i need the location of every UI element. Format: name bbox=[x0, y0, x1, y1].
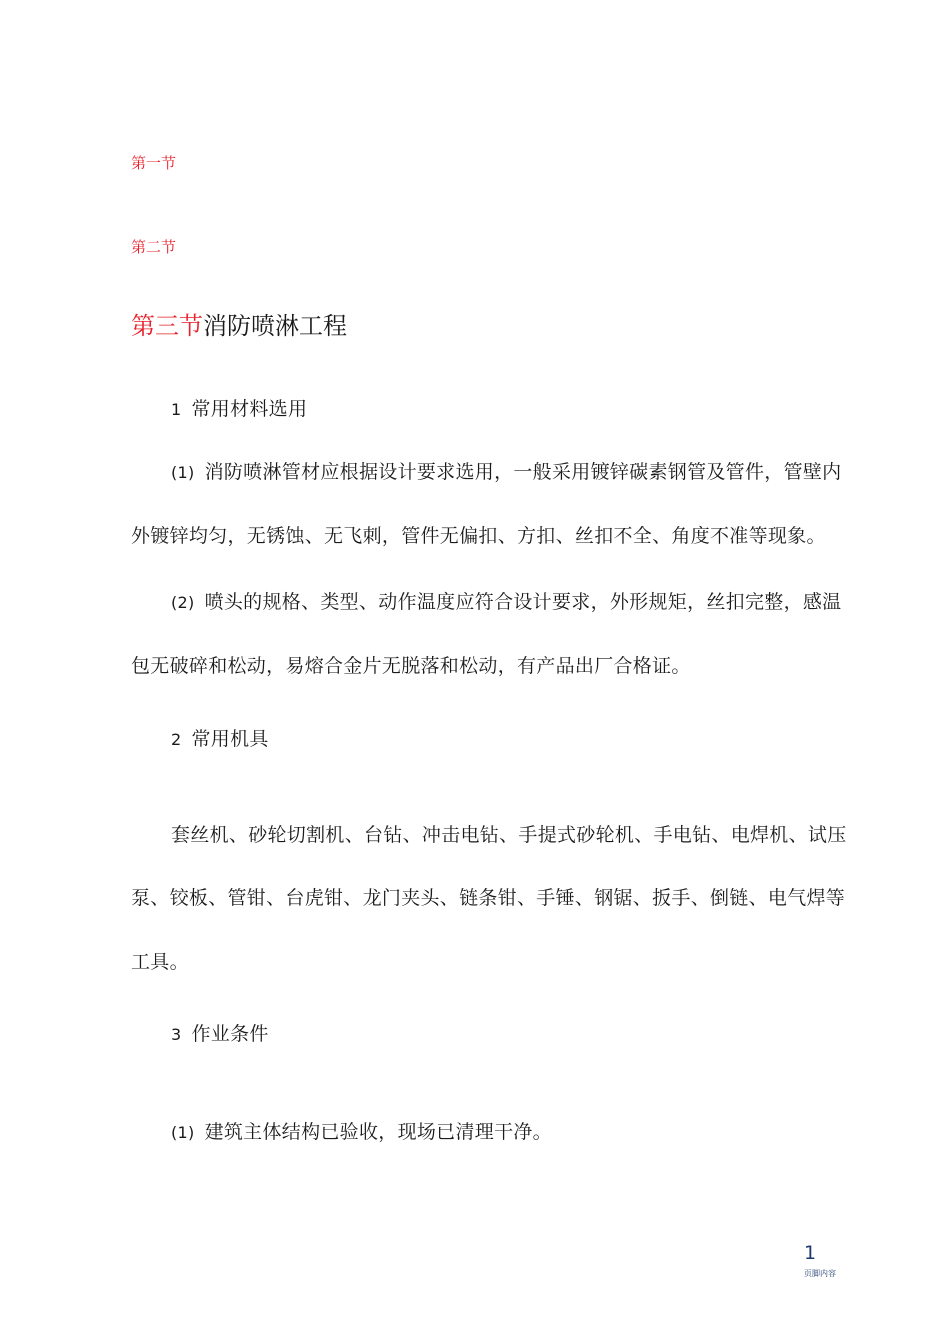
paragraph-1-line-1 bbox=[171, 463, 841, 482]
paragraph-2-line-2: 包无破碎和松动，易熔合金片无脱落和松动，有产品出厂合格证。 bbox=[131, 655, 691, 677]
paragraph-number: (1) bbox=[171, 1123, 195, 1142]
paragraph-3-line-1 bbox=[171, 1123, 552, 1142]
section-heading-1: 第一节 bbox=[131, 154, 177, 172]
paragraph-1-line-2: 外镀锌均匀，无锈蚀、无飞刺，管件无偏扣、方扣、丝扣不全、角度不准等现象。 bbox=[131, 525, 826, 547]
subheading-conditions bbox=[171, 1025, 269, 1044]
subheading-text: 常用机具 bbox=[191, 728, 269, 750]
paragraph-2-line-1 bbox=[171, 593, 841, 612]
paragraph-text: 喷头的规格、类型、动作温度应符合设计要求，外形规矩，丝扣完整，感温 bbox=[204, 591, 842, 613]
subheading-text: 常用材料选用 bbox=[191, 398, 308, 420]
section-heading-3 bbox=[131, 314, 347, 338]
paragraph-number: (2) bbox=[171, 593, 195, 612]
subheading-number: 1 bbox=[171, 400, 182, 419]
footer-page-number: 1 bbox=[804, 1242, 817, 1264]
subheading-number: 3 bbox=[171, 1025, 182, 1044]
paragraph-text: 消防喷淋管材应根据设计要求选用，一般采用镀锌碳素钢管及管件，管壁内 bbox=[204, 461, 842, 483]
subheading-number: 2 bbox=[171, 730, 182, 749]
subheading-tools bbox=[171, 730, 269, 749]
paragraph-number: (1) bbox=[171, 463, 195, 482]
paragraph-text: 建筑主体结构已验收，现场已清理干净。 bbox=[204, 1121, 552, 1143]
tools-line-2: 泵、铰板、管钳、台虎钳、龙门夹头、链条钳、手锤、钢锯、扳手、倒链、电气焊等 bbox=[131, 887, 846, 909]
subheading-materials bbox=[171, 400, 307, 419]
tools-line-1: 套丝机、砂轮切割机、台钻、冲击电钻、手提式砂轮机、手电钻、电焊机、试压 bbox=[171, 824, 847, 846]
section-heading-2: 第二节 bbox=[131, 238, 177, 256]
tools-line-3: 工具。 bbox=[131, 951, 189, 973]
subheading-text: 作业条件 bbox=[191, 1023, 269, 1045]
section-heading-3-title: 消防喷淋工程 bbox=[203, 312, 347, 340]
footer-label: 页脚内容 bbox=[804, 1269, 836, 1278]
section-heading-3-prefix: 第三节 bbox=[131, 312, 203, 340]
